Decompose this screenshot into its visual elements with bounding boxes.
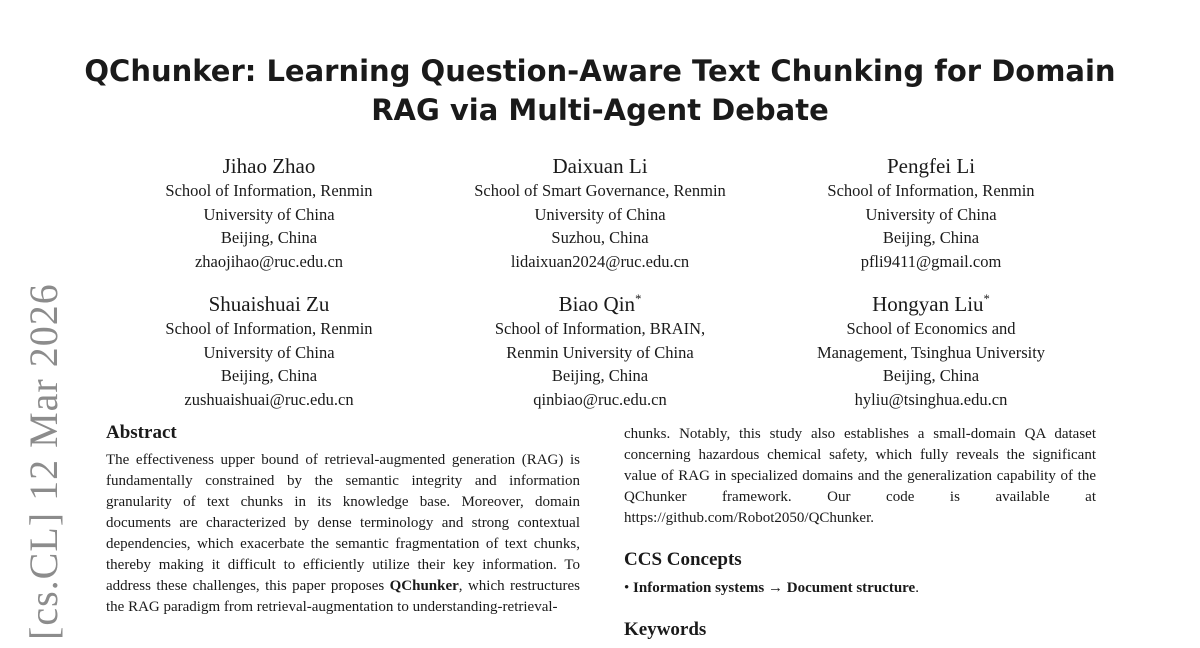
author-name: Pengfei Li <box>886 154 976 178</box>
author-card <box>766 286 1096 411</box>
author-affiliation: Management, Tsinghua University <box>816 342 1046 362</box>
author-email: zhaojihao@ruc.edu.cn <box>194 251 344 271</box>
author-affiliation: School of Information, BRAIN, <box>494 319 706 338</box>
author-email: pfli9411@gmail.com <box>860 251 1002 271</box>
abstract-heading: Abstract <box>106 422 177 443</box>
author-name: Daixuan Li <box>552 154 648 178</box>
author-name: Shuaishuai Zu <box>208 292 330 316</box>
right-column <box>624 424 1096 643</box>
ccs-concept-item: • Information systems → Document structure. <box>624 580 919 596</box>
method-name: QChunker <box>389 578 459 594</box>
abstract-section <box>106 420 580 618</box>
author-row-2 <box>104 286 1096 411</box>
abstract-continuation: chunks. Notably, this study also establishes a small-domain QA dataset concerning hazardous chemical safety, which fully reveals the significant value of RAG in specialized domains and the generalization capability of the QChunker framework. Our code is available at https://github.com/Robot2050/QChunker. <box>624 426 1096 526</box>
corresponding-author-mark: * <box>635 292 642 306</box>
author-location: Beijing, China <box>220 228 318 247</box>
title-line-2: RAG via Multi-Agent Debate <box>371 93 829 127</box>
author-email: hyliu@tsinghua.edu.cn <box>854 389 1008 409</box>
keywords-heading: Keywords <box>624 619 707 640</box>
author-location: Beijing, China <box>551 366 649 385</box>
author-affiliation: Renmin University of China <box>506 342 694 362</box>
author-row-1 <box>104 148 1096 273</box>
author-name: Biao Qin* <box>558 292 642 316</box>
author-affiliation: University of China <box>203 342 335 362</box>
arxiv-identifier-stamp: [cs.CL] 12 Mar 2026 <box>21 283 66 640</box>
author-location: Beijing, China <box>882 228 980 247</box>
ccs-concepts-heading: CCS Concepts <box>624 549 742 570</box>
author-card <box>104 286 434 411</box>
author-card <box>435 286 765 411</box>
author-name: Jihao Zhao <box>222 154 316 178</box>
author-name: Hongyan Liu* <box>872 292 990 316</box>
author-location: Beijing, China <box>882 366 980 385</box>
author-affiliation: University of China <box>534 204 666 224</box>
author-block <box>104 148 1096 273</box>
author-affiliation: University of China <box>865 204 997 224</box>
author-card <box>766 148 1096 273</box>
title-line-1: QChunker: Learning Question-Aware Text Chunking for Domain <box>84 54 1116 88</box>
author-email: qinbiao@ruc.edu.cn <box>533 389 667 409</box>
paper-title <box>60 52 1140 130</box>
corresponding-author-mark: * <box>983 292 990 306</box>
author-email: lidaixuan2024@ruc.edu.cn <box>510 251 690 271</box>
author-card <box>104 148 434 273</box>
author-email: zushuaishuai@ruc.edu.cn <box>184 389 354 409</box>
author-location: Suzhou, China <box>551 228 649 247</box>
author-affiliation: School of Information, Renmin <box>827 181 1035 200</box>
author-block <box>104 286 1096 411</box>
author-affiliation: School of Information, Renmin <box>165 181 373 200</box>
author-affiliation: School of Information, Renmin <box>165 319 373 338</box>
author-affiliation: University of China <box>203 204 335 224</box>
abstract-paragraph: The effectiveness upper bound of retrieval-augmented generation (RAG) is fundamentally constrained by the semantic integrity and information granularity of text chunks in its knowledge base. Moreover, domain documents are characterized by dense terminology and strong contextual dependencies, which exacerbate the semantic fragmentation of text chunks, thereby making it difficult to efficiently utilize their key information. To address these challenges, this paper proposes QChunker, which restructures the RAG paradigm from retrieval-augmentation to understanding-retrieval- <box>106 452 580 615</box>
author-location: Beijing, China <box>220 366 318 385</box>
author-affiliation: School of Economics and <box>846 319 1016 338</box>
author-affiliation: School of Smart Governance, Renmin <box>474 181 726 200</box>
author-card <box>435 148 765 273</box>
